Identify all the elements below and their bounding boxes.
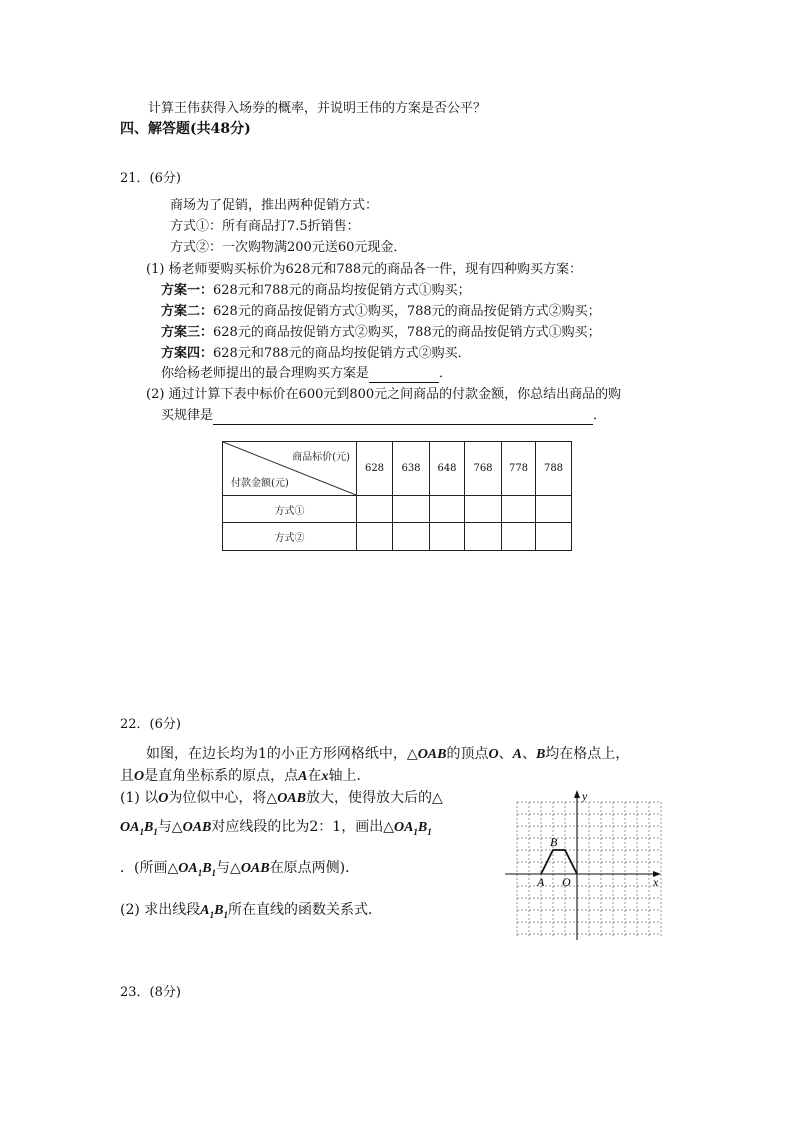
q23-number: 23．(8分) xyxy=(120,985,181,1000)
axis-x: x xyxy=(321,769,329,784)
diagonal-header-cell xyxy=(223,442,357,496)
q22-p1-note xyxy=(120,859,359,882)
coordinate-grid-figure xyxy=(503,788,673,943)
triangle-name: OA xyxy=(178,861,198,876)
period: ． xyxy=(593,408,607,423)
plan-3 xyxy=(161,324,601,342)
empty-cell xyxy=(465,523,502,551)
triangle-name: OAB xyxy=(417,747,447,762)
segment-name: B xyxy=(214,903,224,918)
empty-cell xyxy=(502,523,536,551)
subscript: 1 xyxy=(139,826,144,837)
period: ． xyxy=(439,366,453,381)
label-o: O xyxy=(562,875,571,889)
q22-p1 xyxy=(120,789,443,808)
triangle-name: OAB xyxy=(240,861,270,876)
plan-text: 628元和788元的商品均按促销方式②购买． xyxy=(213,346,471,361)
answer-blank xyxy=(213,410,593,425)
text: ．(所画△ xyxy=(120,860,179,876)
plan-label: 方案三： xyxy=(161,325,214,340)
price-cell: 648 xyxy=(430,442,465,496)
text: 在原点两侧)． xyxy=(269,860,360,876)
label-y: y xyxy=(582,789,588,803)
triangle-name: B xyxy=(202,861,212,876)
plan-label: 方案四： xyxy=(161,346,214,361)
empty-cell xyxy=(357,496,393,523)
text: 的顶点 xyxy=(446,746,489,762)
plan-text: 628元和788元的商品均按促销方式①购买； xyxy=(213,283,471,298)
empty-cell xyxy=(536,496,572,523)
vertex-o: O xyxy=(134,769,145,784)
text: 对应线段的比为2：1，画出△ xyxy=(211,819,394,835)
header-price-label: 商品标价(元) xyxy=(292,452,350,463)
q22-line1 xyxy=(146,745,629,764)
empty-cell xyxy=(393,523,430,551)
text: 轴上． xyxy=(328,768,371,784)
text: 均在格点上， xyxy=(545,746,630,762)
triangle-name: OAB xyxy=(277,791,306,806)
plan-label: 方案一： xyxy=(161,283,214,298)
answer-blank xyxy=(369,368,439,383)
text: 在 xyxy=(307,768,322,784)
intro-line: 计算王伟获得入场券的概率，并说明王伟的方案是否公平？ xyxy=(148,101,487,116)
y-axis-arrow xyxy=(574,790,580,798)
text: 所在直线的函数关系式． xyxy=(227,902,382,918)
text: 放大，使得放大后的△ xyxy=(305,790,443,806)
price-cell: 768 xyxy=(465,442,502,496)
section-title: 四、解答题(共48分) xyxy=(120,121,251,137)
subscript: 1 xyxy=(427,826,432,837)
table-row xyxy=(223,496,572,523)
q21-line: 方式①：所有商品打7.5折销售： xyxy=(170,219,360,234)
empty-cell xyxy=(393,496,430,523)
segment-name: A xyxy=(200,903,210,918)
subscript: 1 xyxy=(211,867,217,878)
plan-2 xyxy=(161,303,601,321)
triangle-name: B xyxy=(417,820,428,835)
price-cell: 628 xyxy=(357,442,393,496)
q21-line: 商场为了促销，推出两种促销方式： xyxy=(170,198,379,213)
q22-p2 xyxy=(120,901,382,924)
table-row xyxy=(223,523,572,551)
triangle-name: OAB xyxy=(182,820,212,835)
label-a: A xyxy=(537,875,545,889)
header-payment-label: 付款金额(元) xyxy=(231,478,289,489)
empty-cell xyxy=(502,496,536,523)
vertex-a: A xyxy=(512,747,522,762)
plan-text: 628元的商品按促销方式②购买，788元的商品按促销方式①购买； xyxy=(213,325,601,340)
payment-table xyxy=(222,441,572,551)
q21-part2: (2) 通过计算下表中标价在600元到800元之间商品的付款金额，你总结出商品的购 xyxy=(146,387,622,402)
empty-cell xyxy=(357,523,393,551)
q22-number: 22．(6分) xyxy=(120,717,181,732)
triangle-name: OA xyxy=(120,820,140,835)
subscript: 1 xyxy=(413,826,418,837)
label-x: x xyxy=(653,875,659,889)
text: (2) 求出线段 xyxy=(120,902,201,918)
table-header-row xyxy=(223,442,572,496)
vertex-b: B xyxy=(535,747,546,762)
text: 是直角坐标系的原点，点 xyxy=(144,768,299,784)
text: 、 xyxy=(521,746,536,762)
row-label: 方式① xyxy=(223,496,357,523)
empty-cell xyxy=(430,523,465,551)
subscript: 1 xyxy=(209,909,215,920)
text: 与△ xyxy=(216,860,241,876)
q21-line: 方式②：一次购物满200元送60元现金． xyxy=(170,240,407,255)
suggest-text: 你给杨老师提出的最合理购买方案是 xyxy=(161,366,370,381)
plan-text: 628元的商品按促销方式①购买，788元的商品按促销方式②购买； xyxy=(213,304,601,319)
plan-1 xyxy=(161,282,471,300)
grid-lines xyxy=(517,802,661,936)
triangle-name: B xyxy=(143,820,154,835)
text: 且 xyxy=(120,768,134,784)
plan-4 xyxy=(161,345,471,363)
vertex-o: O xyxy=(488,747,499,762)
subscript: 1 xyxy=(223,909,228,920)
q21-rule xyxy=(161,407,606,425)
empty-cell xyxy=(465,496,502,523)
price-cell: 788 xyxy=(536,442,572,496)
label-b: B xyxy=(550,835,558,849)
price-cell: 638 xyxy=(393,442,430,496)
vertex-o: O xyxy=(158,791,169,806)
empty-cell xyxy=(430,496,465,523)
row-label: 方式② xyxy=(223,523,357,551)
text: (1) 以 xyxy=(120,790,159,806)
text: 如图，在边长均为1的小正方形网格纸中，△ xyxy=(146,746,418,762)
q22-p1-cont xyxy=(120,818,432,841)
text: 与△ xyxy=(157,819,183,835)
q22-line2 xyxy=(120,767,370,786)
empty-cell xyxy=(536,523,572,551)
rule-text: 买规律是 xyxy=(161,408,214,423)
plan-label: 方案二： xyxy=(161,304,214,319)
triangle-name: OA xyxy=(393,820,414,835)
q21-suggest xyxy=(161,365,452,383)
text: 为位似中心，将△ xyxy=(168,790,278,806)
subscript: 1 xyxy=(153,826,158,837)
q21-part1: (1) 杨老师要购买标价为628元和788元的商品各一件，现有四种购买方案： xyxy=(146,262,583,277)
price-cell: 778 xyxy=(502,442,536,496)
text: 、 xyxy=(498,746,513,762)
q21-number: 21．(6分) xyxy=(120,171,181,186)
subscript: 1 xyxy=(197,867,203,878)
vertex-a: A xyxy=(298,769,308,784)
